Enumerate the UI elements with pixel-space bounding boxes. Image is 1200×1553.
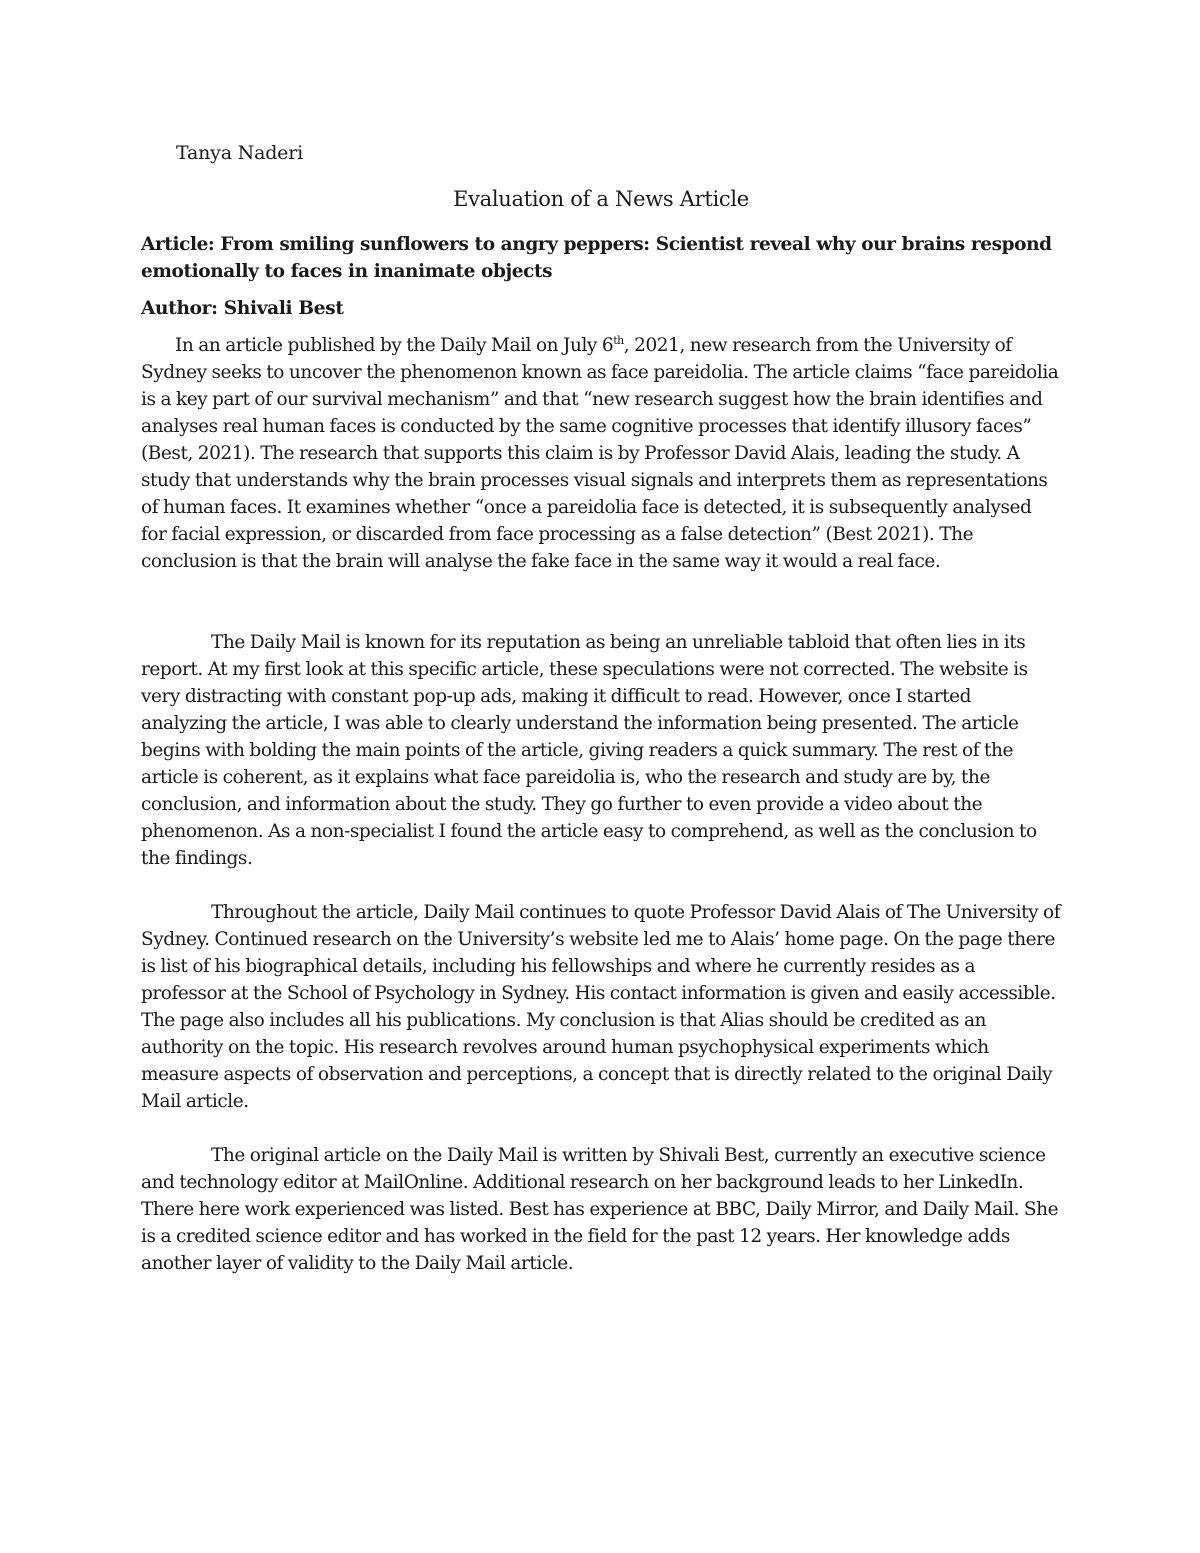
body-paragraph-4: The original article on the Daily Mail is written by Shivali Best, currently an executive science and technology editor at MailOnline. Additional research on her background leads to her LinkedIn. There here work experienced was listed. Best has experience at BBC, Daily Mirror, and Daily Mail. She is a credited science editor and has worked in the field for the past 12 years. Her knowledge adds another layer of validity to the Daily Mail article. (141, 1145, 1059, 1274)
ordinal-superscript: th (613, 333, 624, 347)
body-paragraph-3: Throughout the article, Daily Mail continues to quote Professor David Alais of The University of Sydney. Continued research on the University’s website led me to Alais’ home page. On the page there is list of his biographical details, including his fellowships and where he currently resides as a professor at the School of Psychology in Sydney. His contact information is given and easily accessible. The page also includes all his publications. My conclusion is that Alias should be credited as an authority on the topic. His research revolves around human psychophysical experiments which measure aspects of observation and perceptions, a concept that is directly related to the original Daily Mail article. (141, 902, 1061, 1112)
paragraph-1-text-start: In an article published by the Daily Mail on July 6 (175, 335, 614, 356)
article-heading: Article: From smiling sunflowers to angry peppers: Scientist reveal why our brains respond emotionally to faces in inanimate objects (141, 234, 1052, 282)
body-paragraph-1 (141, 332, 1061, 575)
document-title: Evaluation of a News Article (453, 187, 749, 211)
document-page (141, 140, 1061, 1304)
body-paragraph-2: The Daily Mail is known for its reputation as being an unreliable tabloid that often lies in its report. At my first look at this specific article, these speculations were not corrected. The website is very distracting with constant pop-up ads, making it difficult to read. However, once I started analyzing the article, I was able to clearly understand the information being presented. The article begins with bolding the main points of the article, giving readers a quick summary. The rest of the article is coherent, as it explains what face pareidolia is, who the research and study are by, the conclusion, and information about the study. They go further to even provide a video about the phenomenon. As a non-specialist I found the article easy to comprehend, as well as the conclusion to the findings. (141, 632, 1037, 869)
paragraph-1-text-end: , 2021, new research from the University of Sydney seeks to uncover the phenomenon known as face pareidolia. The article claims “face pareidolia is a key part of our survival mechanism” and that “new research suggest how the brain identifies and analyses real human faces is conducted by the same cognitive processes that identify illusory faces” (Best, 2021). The research that supports this claim is by Professor David Alais, leading the study. A study that understands why the brain processes visual signals and interprets them as representations of human faces. It examines whether “once a pareidolia face is detected, it is subsequently analysed for facial expression, or discarded from face processing as a false detection” (Best 2021). The conclusion is that the brain will analyse the fake face in the same way it would a real face. (141, 335, 1059, 572)
student-name: Tanya Naderi (176, 142, 303, 164)
article-author-heading: Author: Shivali Best (141, 298, 344, 319)
